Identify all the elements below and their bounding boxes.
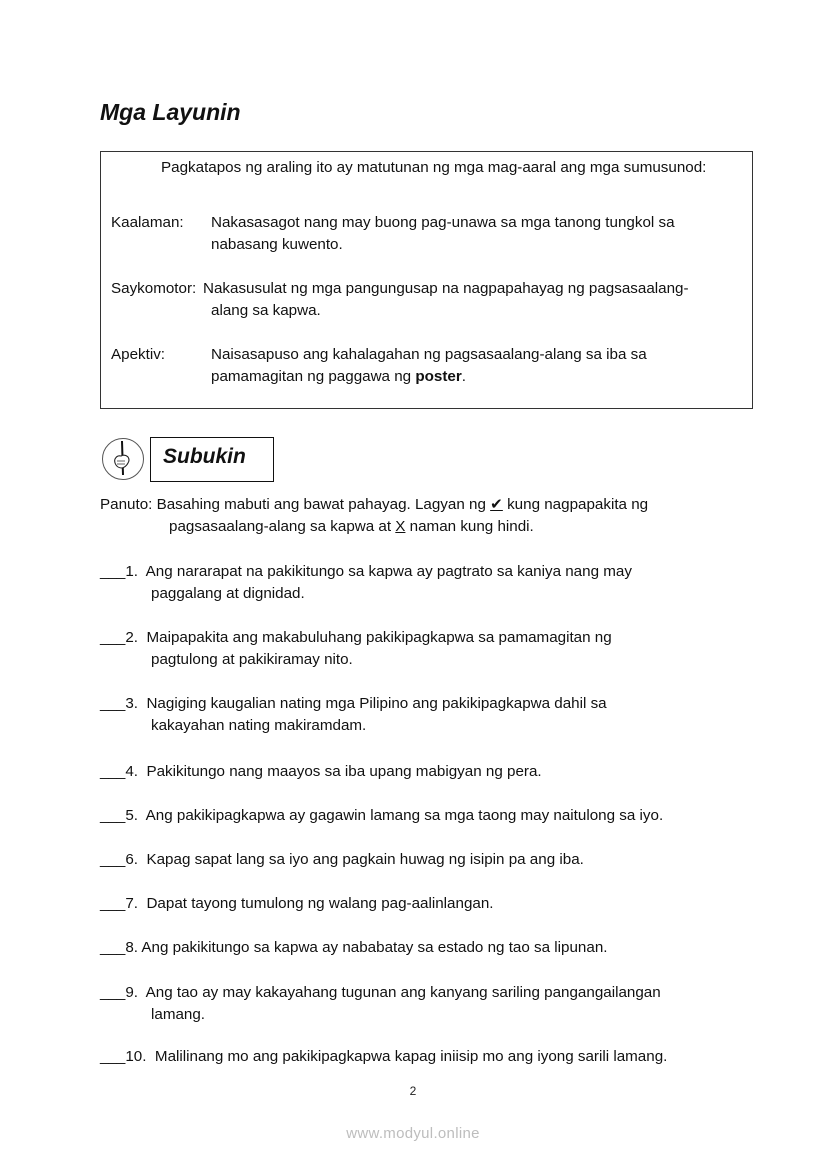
question-item: ___4. Pakikitungo nang maayos sa iba upang mabigyan ng pera. [100,761,740,783]
watermark: www.modyul.online [346,1125,480,1142]
answer-blank[interactable]: ___ [100,1048,126,1065]
answer-blank[interactable]: ___ [100,851,126,868]
question-item: ___3. Nagiging kaugalian nating mga Pilipino ang pakikipagkapwa dahil sa kakayahan nating makiramdam. [100,695,607,734]
answer-blank[interactable]: ___ [100,629,126,646]
instructions: Panuto: Basahing mabuti ang bawat pahayag. Lagyan ng ✔ kung nagpapakita ng pagsasaalang-alang sa kapwa at X naman kung hindi. [100,496,649,535]
answer-blank[interactable]: ___ [100,807,126,824]
instructions-label: Panuto: [100,496,153,513]
question-item: ___10. Malilinang mo ang pakikipagkapwa kapag iniisip mo ang iyong sarili lamang. [100,1046,740,1068]
question-item: ___2. Maipapakita ang makabuluhang pakikipagkapwa sa pamamagitan ng pagtulong at pakikiramay nito. [100,629,612,668]
hand-writing-pencil-icon [101,437,145,481]
objectives-intro: Pagkatapos ng araling ito ay matutunan ng mga mag-aaral ang mga sumusunod: [161,159,707,176]
objectives-box [100,151,753,409]
question-item: ___8. Ang pakikitungo sa kapwa ay nababatay sa estado ng tao sa lipunan. [100,937,740,959]
objective-label: Kaalaman: [111,214,184,231]
question-item: ___9. Ang tao ay may kakayahang tugunan ang kanyang sariling pangangailangan lamang. [100,984,661,1023]
check-mark-icon: ✔ [490,496,503,513]
answer-blank[interactable]: ___ [100,563,126,580]
objective-text: Nakasusulat ng mga pangungusap na nagpapahayag ng pagsasaalang- alang sa kapwa. [203,280,689,319]
question-item: ___1. Ang nararapat na pakikitungo sa kapwa ay pagtrato sa kaniya nang may paggalang at dignidad. [100,563,632,602]
answer-blank[interactable]: ___ [100,939,126,956]
objective-label: Saykomotor: [111,280,197,297]
question-item: ___6. Kapag sapat lang sa iyo ang pagkain huwag ng isipin pa ang iba. [100,849,740,871]
x-mark-symbol: X [395,518,406,535]
answer-blank[interactable]: ___ [100,763,126,780]
answer-blank[interactable]: ___ [100,695,126,712]
page-title: Mga Layunin [100,99,241,125]
answer-blank[interactable]: ___ [100,895,126,912]
page-number: 2 [409,1084,417,1098]
answer-blank[interactable]: ___ [100,984,126,1001]
question-item: ___7. Dapat tayong tumulong ng walang pag-aalinlangan. [100,893,740,915]
bold-term: poster [415,368,462,385]
objective-text: Nakasasagot nang may buong pag-unawa sa mga tanong tungkol sa nabasang kuwento. [211,214,675,253]
section-title: Subukin [163,445,246,468]
objective-label: Apektiv: [111,346,166,363]
section-header-subukin [150,437,274,482]
question-item: ___5. Ang pakikipagkapwa ay gagawin lamang sa mga taong may naitulong sa iyo. [100,805,740,827]
objective-text: Naisasapuso ang kahalagahan ng pagsasaalang-alang sa iba sa pamamagitan ng paggawa ng poster. [211,346,647,385]
